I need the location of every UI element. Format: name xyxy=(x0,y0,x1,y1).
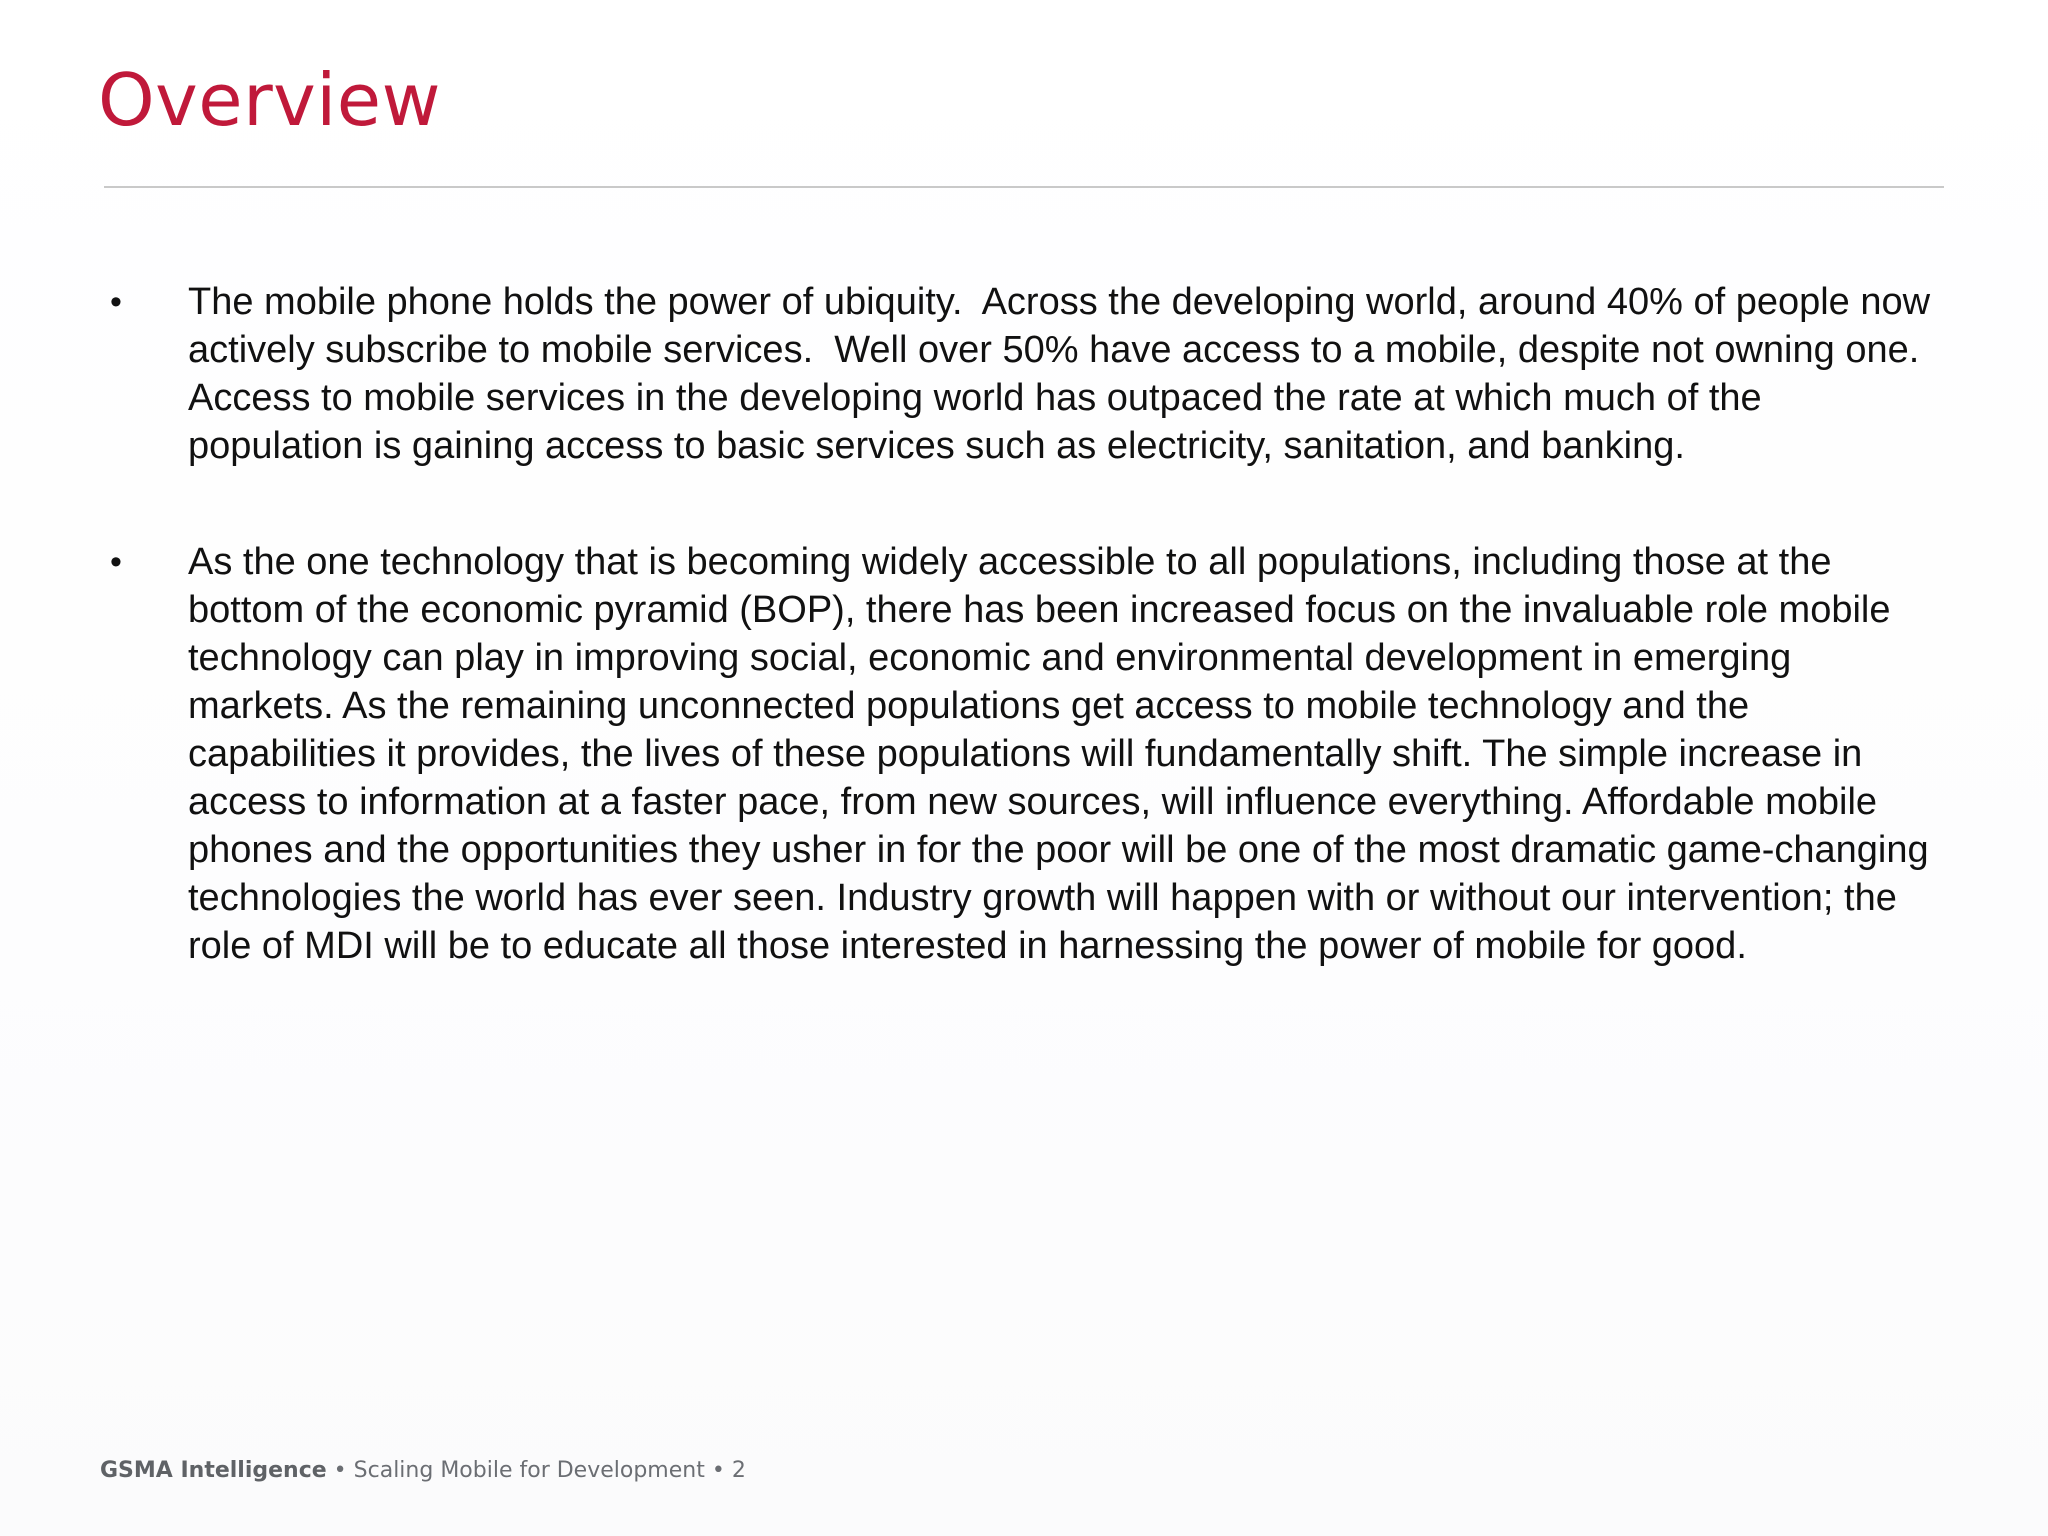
slide-footer xyxy=(100,1456,746,1486)
bullet-text: As the one technology that is becoming widely accessible to all populations, including those at the bottom of the economic pyramid (BOP), there has been increased focus on the invaluable role mobile technology can play in improving social, economic and environmental development in emerging markets. As the remaining unconnected populations get access to mobile technology and the capabilities it provides, the lives of these populations will fundamentally shift. The simple increase in access to information at a faster pace, from new sources, will influence everything. Affordable mobile phones and the opportunities they usher in for the poor will be one of the most dramatic game-changing technologies the world has ever seen. Industry growth will happen with or without our intervention; the role of MDI will be to educate all those interested in harnessing the power of mobile for good. xyxy=(188,541,1940,967)
bullet-item xyxy=(104,278,1944,470)
page-number: 2 xyxy=(731,1458,746,1483)
footer-brand: GSMA Intelligence xyxy=(100,1458,327,1483)
bullet-marker: • xyxy=(110,543,122,581)
bullet-item xyxy=(104,538,1944,970)
footer-report-title: Scaling Mobile for Development xyxy=(353,1458,705,1483)
footer-separator: • xyxy=(704,1458,732,1483)
bullet-marker: • xyxy=(110,283,122,321)
bullet-list xyxy=(104,278,1944,1038)
bullet-text: The mobile phone holds the power of ubiquity. Across the developing world, around 40% of people now actively subscribe to mobile services. Well over 50% have access to a mobile, despite not owning one. Access to mobile services in the developing world has outpaced the rate at which much of the population is gaining access to basic services such as electricity, sanitation, and banking. xyxy=(188,281,1941,467)
title-divider xyxy=(104,186,1944,188)
slide-title: Overview xyxy=(98,58,441,142)
footer-separator: • xyxy=(326,1458,354,1483)
